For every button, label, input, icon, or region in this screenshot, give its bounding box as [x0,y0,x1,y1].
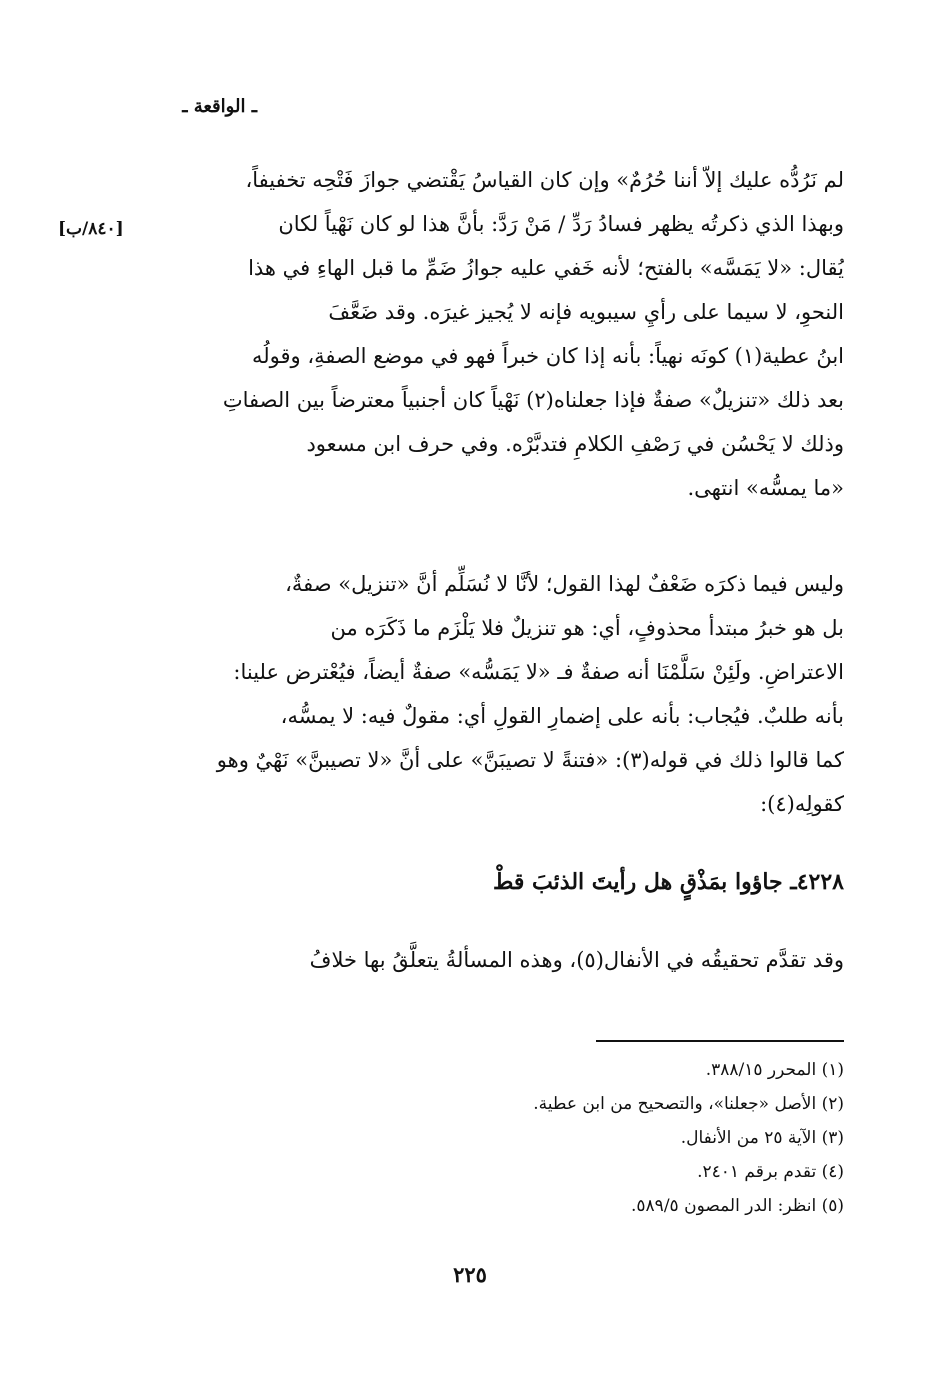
paragraph-3 [96,938,844,982]
text-line: وقد تقدَّم تحقيقُه في الأنفال(٥)، وهذه المسألةُ يتعلَّقُ بها خلافُ [309,948,844,972]
page-number: ٢٢٥ [453,1262,487,1287]
footnote: (٣) الآية ٢٥ من الأنفال. [680,1128,844,1148]
text-line: بل هو خبرُ مبتدأ محذوفٍ، أي: هو تنزيلٌ فلا يَلْزَم ما ذَكَرَه من [330,616,844,640]
footnote: (٢) الأصل «جعلنا»، والتصحيح من ابن عطية. [533,1094,844,1114]
text-line: «ما يمسُّه» انتهى. [687,476,844,500]
text-line: يُقال: «لا يَمَسَّه» بالفتح؛ لأنه خَفي عليه جوازُ ضَمِّ ما قبل الهاءِ في هذا [248,256,844,280]
margin-folio-marker: [٨٤٠/ب] [58,219,124,239]
paragraph-2 [96,562,844,826]
text-line: بعد ذلك «تنزيلٌ» صفةٌ فإذا جعلناه(٢) نَهْياً كان أجنبياً معترضاً بين الصفاتِ [222,388,844,412]
text-line: وبهذا الذي ذكرتُه يظهر فسادُ رَدِّ / مَنْ رَدَّ: بأنَّ هذا لو كان نَهْياً لكان [278,212,844,236]
poetry-verse: ٤٢٢٨ـ جاؤوا بمَذْقٍ هل رأيتَ الذئبَ قطْ [492,869,844,895]
text-line: ابنُ عطية(١) كونَه نهياً: بأنه إذا كان خبراً فهو في موضع الصفةِ، وقولُه [251,344,844,368]
footnote: (١) المحرر ٣٨٨/١٥. [705,1060,844,1080]
paragraph-1 [96,158,844,510]
text-line: وليس فيما ذكرَه ضَعْفٌ لهذا القول؛ لأنَّا لا نُسَلِّم أنَّ «تنزيل» صفةٌ، [285,572,844,596]
text-line: لم نَرُدُّه عليك إلاّ أننا حُرُمٌ» وإن كان القياسُ يَقْتضي جوازَ فَتْحِه تخفيفاً، [245,168,844,192]
text-line: كما قالوا ذلك في قوله(٣): «فتنةً لا تصيبَنَّ» على أنَّ «لا تصيبنَّ» نَهْيٌ وهو [216,748,844,772]
text-line: كقولِه(٤): [760,792,844,816]
footnote: (٤) تقدم برقم ٢٤٠١. [697,1162,844,1182]
text-line: بأنه طلبٌ. فيُجاب: بأنه على إضمارِ القولِ أي: مقولٌ فيه: لا يمسُّه، [280,704,844,728]
text-line: النحوِ، لا سيما على رأيِ سيبويه فإنه لا يُجيز غيرَه. وقد ضَعَّفَ [328,300,844,324]
running-header: ـ الواقعة ـ [182,96,257,117]
footnote: (٥) انظر: الدر المصون ٥٨٩/٥. [631,1196,844,1216]
footnotes [244,1053,844,1223]
text-line: وذلك لا يَحْسُن في رَصْفِ الكلامِ فتدبَّرْه. وفي حرف ابن مسعود [306,432,844,456]
footnote-separator [596,1040,844,1042]
text-line: الاعتراضِ. ولَئِنْ سَلَّمْنَا أنه صفةٌ فـ «لا يَمَسُّه» صفةٌ أيضاً، فيُعْترض علينا: [233,660,844,684]
